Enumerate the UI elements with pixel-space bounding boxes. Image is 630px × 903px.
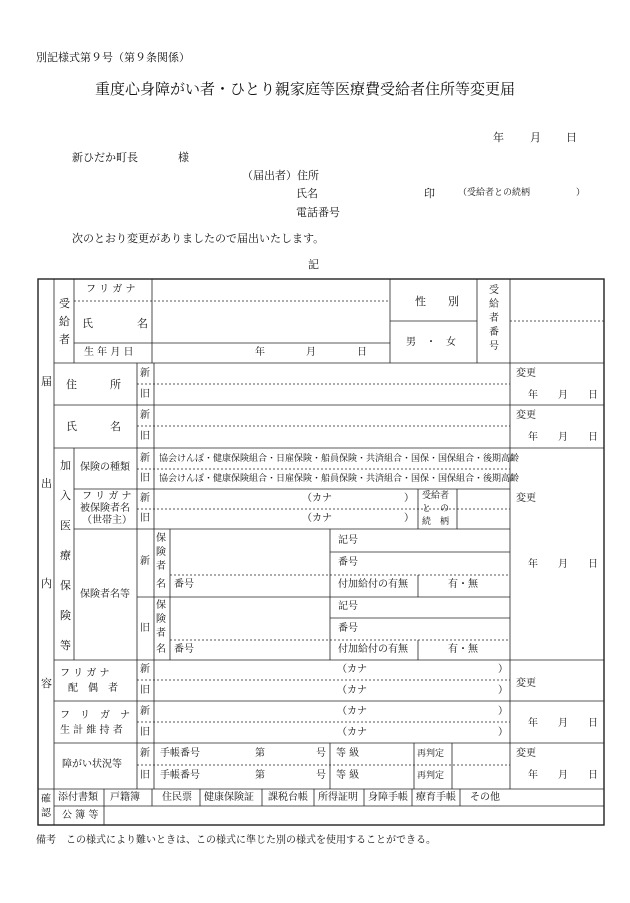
spouse-kana-new-close: ） xyxy=(498,664,508,675)
ins-group-3: 医 xyxy=(60,519,71,532)
side-label-2: 出 xyxy=(41,477,52,490)
recipient-group-2: 給 xyxy=(59,315,70,328)
supporter-new: 新 xyxy=(140,706,150,717)
statement: 次のとおり変更がありましたので届出いたします。 xyxy=(72,232,325,245)
supporter-change-month: 月 xyxy=(558,718,568,729)
side-label-3: 内 xyxy=(41,577,52,590)
insurer-change-year: 年 xyxy=(528,559,538,570)
applicant-name-label: 氏名 xyxy=(296,187,318,200)
ins-type-old: 旧 xyxy=(140,473,150,484)
addressee: 新ひだか町長 xyxy=(72,151,138,164)
documents-label: 添付書類 xyxy=(58,792,98,803)
supporter-change-year: 年 xyxy=(528,718,538,729)
yes-no-old[interactable]: 有・無 xyxy=(448,644,478,655)
insurer-number-new: 番号 xyxy=(174,579,194,590)
form-title: 重度心身障がい者・ひとり親家庭等医療費受給者住所等変更届 xyxy=(95,80,516,98)
insurer-v-new-4: 名 xyxy=(156,579,166,590)
insured-old: 旧 xyxy=(140,513,150,524)
doc-koseki[interactable]: 戸籍簿 xyxy=(110,792,140,803)
insurer-v-old-1: 保 xyxy=(156,600,166,611)
ins-group-1: 加 xyxy=(60,459,71,472)
insurer-old: 旧 xyxy=(140,623,150,634)
spouse-kana-old: （カナ xyxy=(337,685,367,696)
symbol-old: 記号 xyxy=(338,601,358,612)
relation-label: （受給者との続柄 xyxy=(458,188,531,198)
ins-group-7: 等 xyxy=(60,639,71,652)
grade-new: 等 級 xyxy=(336,748,360,759)
phone-label: 電話番号 xyxy=(296,206,340,219)
insured-name-label: 被保険者名 xyxy=(80,503,130,514)
recipient-no-4: 番 xyxy=(489,327,499,338)
name-change-month: 月 xyxy=(558,432,568,443)
date-year: 年 xyxy=(493,131,504,144)
doc-juminhyo[interactable]: 住民票 xyxy=(162,792,192,803)
supporter-kana-old-close: ） xyxy=(498,727,508,738)
recipient-furigana: フ リ ガ ナ xyxy=(86,284,136,295)
birth-year: 年 xyxy=(255,347,265,358)
supporter-furigana: フ リ ガ ナ xyxy=(60,710,130,721)
relation-close: ） xyxy=(576,188,586,198)
ins-group-2: 入 xyxy=(60,489,71,502)
recipient-no-3: 者 xyxy=(489,313,499,324)
relation-3: 続 柄 xyxy=(422,517,450,527)
name-change-year: 年 xyxy=(528,432,538,443)
dai-new: 第 xyxy=(255,748,265,759)
supporter-change-day: 日 xyxy=(588,718,598,729)
recipient-no-2: 給 xyxy=(489,299,499,310)
handbook-old: 手帳番号 xyxy=(160,770,200,781)
insured-new: 新 xyxy=(140,493,150,504)
go-old: 号 xyxy=(316,770,326,781)
supporter-kana-new-close: ） xyxy=(498,706,508,717)
insurer-label: 保険者名等 xyxy=(80,589,130,600)
insurer-number-old: 番号 xyxy=(174,644,194,655)
recipient-no-1: 受 xyxy=(489,285,499,296)
address-label: 住 所 xyxy=(66,378,121,391)
supporter-kana-new: （カナ xyxy=(337,706,367,717)
insured-household: （世帯主） xyxy=(82,515,132,526)
yes-no-new[interactable]: 有・無 xyxy=(448,579,478,590)
insured-kana-old: （カナ xyxy=(302,513,332,524)
insurer-v-new-3: 者 xyxy=(156,561,166,572)
remarks-note: 備考 この様式により難いときは、この様式に準じた別の様式を使用することができる。 xyxy=(36,835,436,846)
rejudge-new: 再判定 xyxy=(417,749,445,759)
insurer-v-old-4: 名 xyxy=(156,644,166,655)
doc-other[interactable]: その他 xyxy=(470,792,500,803)
spouse-new: 新 xyxy=(140,664,150,675)
doc-tax-ledger[interactable]: 課税台帳 xyxy=(268,792,308,803)
address-change-year: 年 xyxy=(528,390,538,401)
supporter-label: 生 計 維 持 者 xyxy=(60,725,123,736)
disability-change-day: 日 xyxy=(588,770,598,781)
relation-1: 受給者 xyxy=(422,491,450,501)
insurer-v-new-2: 険 xyxy=(156,547,166,558)
insurance-type-label: 保険の種類 xyxy=(80,462,130,473)
insured-kana-old-close: ） xyxy=(404,513,414,524)
disability-change-year: 年 xyxy=(528,770,538,781)
birth-day: 日 xyxy=(357,347,367,358)
doc-insurance-card[interactable]: 健康保険証 xyxy=(204,792,254,803)
birth-month: 月 xyxy=(306,347,316,358)
insured-kana-new: （カナ xyxy=(302,493,332,504)
disability-label: 障がい状況等 xyxy=(62,759,122,770)
applicant-address-label: （届出者）住所 xyxy=(242,169,319,182)
number-old: 番号 xyxy=(338,623,358,634)
doc-rehab-book[interactable]: 療育手帳 xyxy=(416,792,456,803)
disability-change-month: 月 xyxy=(558,770,568,781)
date-day: 日 xyxy=(566,131,577,144)
seal-mark: 印 xyxy=(424,187,435,200)
recipient-name: 氏 名 xyxy=(82,317,148,330)
recipient-birth: 生 年 月 日 xyxy=(84,347,134,358)
relation-2: と の xyxy=(422,504,450,514)
name-change: 変更 xyxy=(516,410,536,421)
ins-group-4: 療 xyxy=(60,549,71,562)
confirm-2: 認 xyxy=(41,808,51,819)
ins-group-5: 保 xyxy=(60,579,71,592)
number-new: 番号 xyxy=(338,557,358,568)
honorific: 様 xyxy=(178,151,189,164)
address-change-month: 月 xyxy=(558,390,568,401)
spouse-kana-new: （カナ xyxy=(337,664,367,675)
spouse-label: 配 偶 者 xyxy=(68,683,118,694)
dai-old: 第 xyxy=(255,770,265,781)
spouse-furigana: フ リ ガ ナ xyxy=(60,668,110,679)
spouse-kana-old-close: ） xyxy=(498,685,508,696)
additional-new: 付加給付の有無 xyxy=(338,579,408,590)
ki-mark: 記 xyxy=(308,258,319,271)
insurer-v-old-3: 者 xyxy=(156,628,166,639)
spouse-change: 変更 xyxy=(516,678,536,689)
disability-old: 旧 xyxy=(140,770,150,781)
disability-new: 新 xyxy=(140,748,150,759)
sex-options[interactable]: 男 ・ 女 xyxy=(406,337,456,348)
recipient-group-3: 者 xyxy=(59,333,70,346)
side-label-1: 届 xyxy=(41,375,52,388)
handbook-new: 手帳番号 xyxy=(160,748,200,759)
address-new: 新 xyxy=(140,368,150,379)
insurer-new: 新 xyxy=(140,556,150,567)
name-change-day: 日 xyxy=(588,432,598,443)
address-change-day: 日 xyxy=(588,390,598,401)
go-new: 号 xyxy=(316,748,326,759)
address-change: 変更 xyxy=(516,368,536,379)
insurance-list-new[interactable]: 協会けんぽ・健康保険組合・日雇保険・船員保険・共済組合・国保・国保組合・後期高齢 xyxy=(159,454,520,464)
public-books-label: 公 簿 等 xyxy=(62,810,99,821)
spouse-old: 旧 xyxy=(140,685,150,696)
confirm-1: 確 xyxy=(41,794,51,805)
name-new: 新 xyxy=(140,410,150,421)
grade-old: 等 級 xyxy=(336,770,360,781)
rejudge-old: 再判定 xyxy=(417,771,445,781)
additional-old: 付加給付の有無 xyxy=(338,644,408,655)
recipient-group-1: 受 xyxy=(59,297,70,310)
disability-change: 変更 xyxy=(516,748,536,759)
address-old: 旧 xyxy=(140,389,150,400)
doc-disability-book[interactable]: 身障手帳 xyxy=(368,792,408,803)
symbol-new: 記号 xyxy=(338,535,358,546)
insurer-v-new-1: 保 xyxy=(156,533,166,544)
supporter-kana-old: （カナ xyxy=(337,727,367,738)
date-month: 月 xyxy=(530,131,541,144)
ins-type-new: 新 xyxy=(140,453,150,464)
insurer-change-month: 月 xyxy=(558,559,568,570)
insurance-list-old[interactable]: 協会けんぽ・健康保険組合・日雇保険・船員保険・共済組合・国保・国保組合・後期高齢 xyxy=(159,474,520,484)
name-old: 旧 xyxy=(140,431,150,442)
insured-change: 変更 xyxy=(516,493,536,504)
ins-group-6: 険 xyxy=(60,609,71,622)
doc-income-cert[interactable]: 所得証明 xyxy=(318,792,358,803)
sex-label: 性 別 xyxy=(415,295,459,308)
recipient-no-5: 号 xyxy=(489,341,499,352)
form-number: 別記様式第９号（第９条関係） xyxy=(36,51,190,64)
insured-kana-new-close: ） xyxy=(404,493,414,504)
side-label-4: 容 xyxy=(41,677,52,690)
insured-furigana: フ リ ガ ナ xyxy=(82,491,132,502)
supporter-old: 旧 xyxy=(140,727,150,738)
name-label: 氏 名 xyxy=(66,420,121,433)
insurer-change-day: 日 xyxy=(588,559,598,570)
insurer-v-old-2: 険 xyxy=(156,614,166,625)
